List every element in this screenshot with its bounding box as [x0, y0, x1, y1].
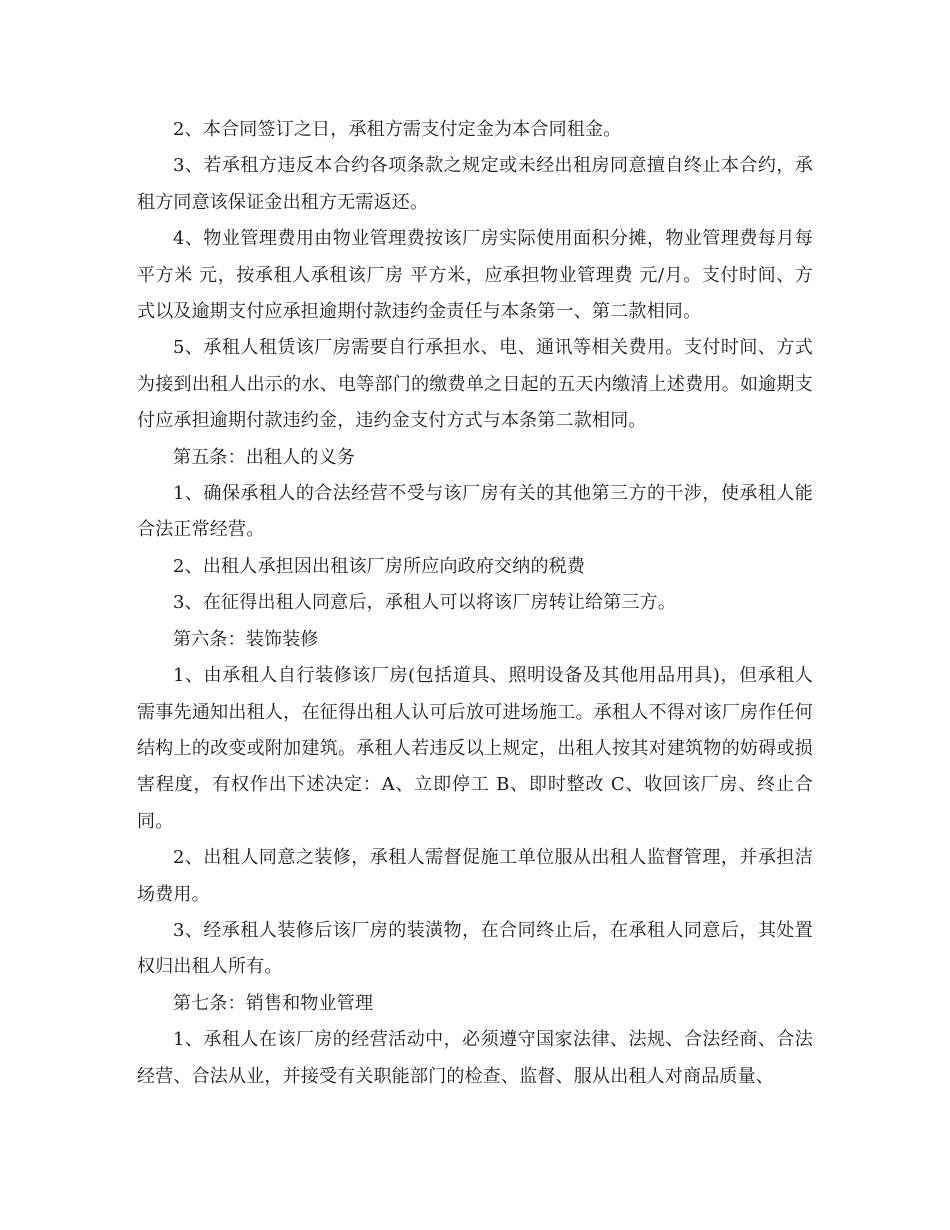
- section-heading-article-6: 第六条：装饰装修: [173, 628, 319, 650]
- paragraph-decoration-2: 2、出租人同意之装修，承租人需督促施工单位服从出租人监督管理，并承担洁场费用。: [137, 847, 813, 905]
- paragraph-deposit: 2、本合同签订之日，承租方需支付定金为本合同租金。: [173, 119, 622, 140]
- paragraph-lessor-duty-3: 3、在征得出租人同意后，承租人可以将该厂房转让给第三方。: [173, 592, 677, 614]
- paragraph-utilities: 5、承租人租赁该厂房需要自行承担水、电、通讯等相关费用。支付时间、方式为接到出租人出示的水、电等部门的缴费单之日起的五天内缴清上述费用。如逾期支付应承担逾期付款违约金，违约金支付方式与本条第二款相同。: [137, 337, 813, 432]
- section-heading-article-5: 第五条：出租人的义务: [173, 446, 355, 468]
- paragraph-breach-deposit: 3、若承租方违反本合约各项条款之规定或未经出租房同意擅自终止本合约，承租方同意该保证金出租方无需返还。: [137, 155, 813, 213]
- paragraph-decoration-1: 1、由承租人自行装修该厂房(包括道具、照明设备及其他用品用具)，但承租人需事先通知出租人，在征得出租人认可后放可进场施工。承租人不得对该厂房作任何结构上的改变或附加建筑。承租人若违反以上规定，出租人按其对建筑物的妨碍或损害程度，有权作出下述决定：A、立即停工 B、即时整改 C、收回该厂房、终止合同。: [137, 665, 813, 832]
- paragraph-decoration-3: 3、经承租人装修后该厂房的装潢物，在合同终止后，在承租人同意后，其处置权归出租人所有。: [137, 919, 813, 978]
- document-page: [137, 112, 813, 1095]
- paragraph-sales-management-1: 1、承租人在该厂房的经营活动中，必须遵守国家法律、法规、合法经商、合法经营、合法从业，并接受有关职能部门的检查、监督、服从出租人对商品质量、: [137, 1029, 813, 1087]
- section-heading-article-7: 第七条：销售和物业管理: [173, 992, 374, 1014]
- paragraph-property-fee: 4、物业管理费用由物业管理费按该厂房实际使用面积分摊，物业管理费每月每平方米 元，按承租人承租该厂房 平方米，应承担物业管理费 元/月。支付时间、方式以及逾期支付应承担逾期付款违约金责任与本条第一、第二款相同。: [137, 228, 813, 323]
- paragraph-lessor-duty-1: 1、确保承租人的合法经营不受与该厂房有关的其他第三方的干涉，使承租人能合法正常经营。: [137, 483, 813, 541]
- paragraph-lessor-duty-2: 2、出租人承担因出租该厂房所应向政府交纳的税费: [173, 555, 586, 577]
